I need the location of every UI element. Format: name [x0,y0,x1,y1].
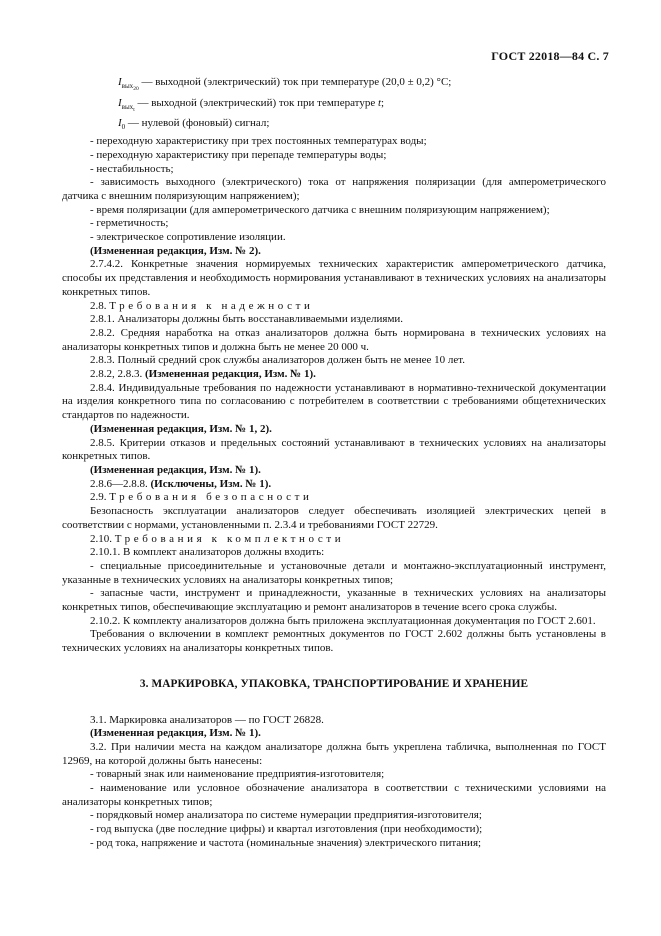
heading-number: 2.8. [90,299,110,312]
amendment-note [62,368,606,382]
list-item: - товарный знак или наименование предприятия-изготовителя; [90,768,385,781]
amendment-note [62,478,606,492]
paragraph-safety: Безопасность эксплуатации анализаторов следует обеспечивать изоляцией электрических цепей в соответствии с нормами, установленными п. 2.3.4 и требованиями ГОСТ 22729. [62,505,606,531]
section-3-title: 3. МАРКИРОВКА, УПАКОВКА, ТРАНСПОРТИРОВАНИЕ И ХРАНЕНИЕ [139,677,529,690]
symbol-sub: вых [121,102,134,111]
symbol-main: I [118,76,122,88]
paragraph-2-8-1: 2.8.1. Анализаторы должны быть восстанавливаемыми изделиями. [90,313,404,326]
list-item: - зависимость выходного (электрического) тока от напряжения поляризации (для амперометрического датчика с внешним поляризующим напряжением); [62,176,606,202]
paragraph-2-8-2: 2.8.2. Средняя наработка на отказ анализаторов должна быть нормирована в технических условиях на анализаторы конкретных типов и должна быть не менее 20 000 ч. [62,326,606,353]
amendment-note: (Измененная редакция, Изм. № 1, 2). [90,422,272,435]
subsection-heading-reliability [62,300,606,314]
list-item: - переходную характеристику при трех постоянных температурах воды; [90,135,427,148]
heading-title: Требования к комплектности [114,532,345,545]
heading-title: Требования безопасности [109,491,313,504]
symbol-end: ; [381,96,385,109]
symbol-def-i-out-20 [62,76,606,97]
list-item: - запасные части, инструмент и принадлежности, указанные в технических условиях на анализаторы конкретных типов, обеспечивающие эксплуатацию и ремонт анализаторов в течение всего срока службы. [62,587,606,614]
symbol-sub: вых [121,82,134,90]
amendment-note: (Измененная редакция, Изм. № 2). [90,244,261,257]
symbol-desc: — выходной (электрический) ток при температуре (20,0 ± 0,2) °С; [138,76,452,88]
symbol-desc: — нулевой (фоновый) сигнал; [125,117,270,130]
symbol-desc: — выходной (электрический) ток при температуре [134,96,378,109]
amendment-text: (Измененная редакция, Изм. № 1). [145,368,316,381]
list-item: - время поляризации (для амперометрического датчика с внешним поляризующим напряжением); [90,203,550,216]
list-item: - специальные присоединительные и установочные детали и монтажно-эксплуатационный инструмент, указанные в технических условиях на анализаторы конкретных типов; [62,559,606,586]
paragraph-2-7-4-2: 2.7.4.2. Конкретные значения нормируемых технических характеристик амперометрического датчика, способы их представления и необходимость нормирования устанавливают в технических условиях на анализаторы конкретных типов. [62,258,606,298]
amendment-ref: 2.8.6—2.8.8. [90,477,151,490]
amendment-text: (Исключены, Изм. № 1). [150,477,272,490]
amendment-note: (Измененная редакция, Изм. № 1). [90,463,261,476]
list-item: - нестабильность; [90,162,174,175]
paragraph-2-10-1: 2.10.1. В комплект анализаторов должны входить: [90,546,325,559]
symbol-i0 [90,117,125,135]
heading-number: 2.9. [90,491,110,504]
paragraph-repair-docs: Требования о включении в комплект ремонтных документов по ГОСТ 2.602 должны быть установлены в технических условиях на анализаторы конкретных типов. [62,628,606,655]
heading-number: 2.10. [90,532,115,545]
symbol-main: I [118,117,122,130]
symbol-main: I [118,96,122,109]
paragraph-2-8-3: 2.8.3. Полный средний срок службы анализаторов должен быть не менее 10 лет. [90,354,465,367]
subsection-heading-safety [62,491,606,505]
list-item: - переходную характеристику при перепаде температуры воды; [90,148,387,161]
paragraph-2-8-4: 2.8.4. Индивидуальные требования по надежности устанавливают в нормативно-технической документации на изделия конкретного типа по согласованию с потребителем в соответствии с требованиями общетехнических стандартов по надежности. [62,381,606,422]
list-item: - герметичность; [90,217,169,230]
page-header: ГОСТ 22018—84 С. 7 [491,49,609,63]
list-item: - наименование или условное обозначение анализатора в соответствии с техническими условиями на анализаторы конкретных типов; [62,782,606,808]
list-item: - год выпуска (две последние цифры) и квартал изготовления (при необходимости); [90,823,483,836]
symbol-i-out-t [90,97,135,118]
subsection-heading-completeness [62,533,606,547]
list-item: - электрическое сопротивление изоляции. [90,231,286,244]
document-body [62,76,606,851]
amendment-note: (Измененная редакция, Изм. № 1). [90,727,261,740]
symbol-subsub: 20 [133,86,139,92]
paragraph-2-8-5: 2.8.5. Критерии отказов и предельных состояний устанавливают в технических условиях на анализаторы конкретных типов. [62,436,606,463]
symbol-def-i0 [62,117,606,135]
symbol-def-i-out-t [62,97,606,118]
paragraph-3-1: 3.1. Маркировка анализаторов — по ГОСТ 26828. [90,713,324,726]
symbol-var: t [377,96,382,109]
paragraph-2-10-2: 2.10.2. К комплекту анализаторов должна быть приложена эксплуатационная документация по ГОСТ 2.601. [90,614,596,627]
list-item: - порядковый номер анализатора по системе нумерации предприятия-изготовителя; [90,809,482,822]
symbol-subsub: t [133,106,135,113]
symbol-sub: 0 [121,123,126,132]
paragraph-3-2: 3.2. При наличии места на каждом анализаторе должна быть укреплена табличка, выполненная по ГОСТ 12969, на которой должны быть нанесены: [62,740,606,767]
amendment-ref: 2.8.2, 2.8.3. [90,368,145,381]
heading-title: Требования к надежности [109,299,314,312]
list-item: - род тока, напряжение и частота (номинальные значения) электрического питания; [90,836,482,849]
symbol-i-out-20 [90,76,139,97]
